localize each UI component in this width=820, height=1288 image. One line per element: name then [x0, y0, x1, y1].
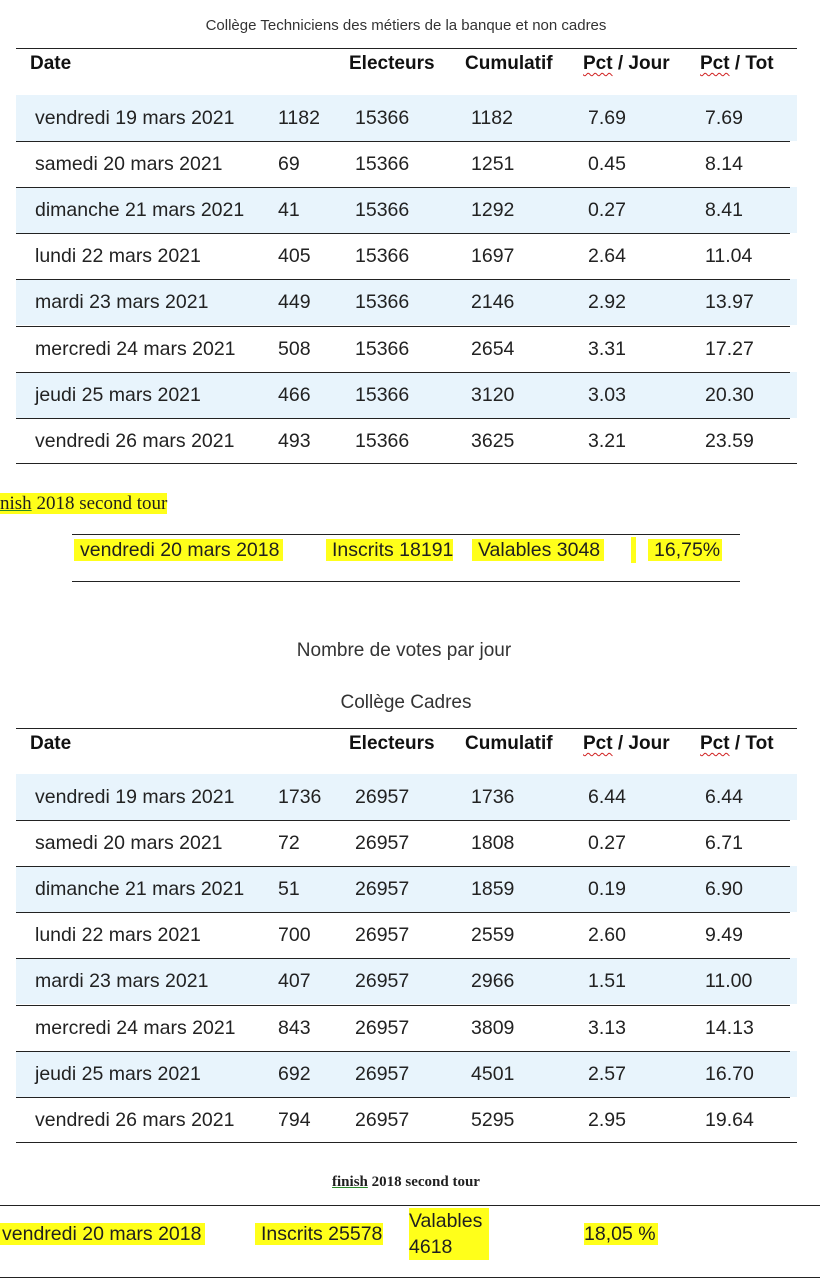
cell-electeurs: 26957	[355, 1108, 410, 1131]
table-row	[16, 95, 797, 141]
cell-pct-jour: 0.19	[588, 878, 626, 901]
cell-electeurs: 26957	[355, 1062, 410, 1085]
header-pct-tot: Pct / Tot	[700, 733, 774, 754]
cell-pct-jour: 0.27	[588, 832, 626, 855]
cell-votes: 407	[278, 970, 311, 993]
cell-pct-tot: 16.70	[705, 1062, 754, 1085]
finish-note-2: finish 2018 second tour	[332, 1174, 480, 1190]
cell-electeurs: 26957	[355, 1016, 410, 1039]
finish-note-1: nish 2018 second tour	[0, 493, 168, 514]
cell-electeurs: 15366	[355, 429, 410, 452]
table-row	[16, 774, 797, 820]
table-row	[16, 187, 797, 233]
divider	[16, 1097, 790, 1098]
cell-pct-tot: 9.49	[705, 924, 743, 947]
cell-cumulatif: 1736	[471, 786, 515, 808]
header-date: Date	[30, 733, 72, 754]
header-electeurs: Electeurs	[349, 733, 435, 754]
cell-pct-jour: 1.51	[588, 970, 626, 993]
cell-date: lundi 22 mars 2021	[35, 924, 201, 947]
cell-cumulatif: 3809	[471, 1016, 515, 1039]
cell-cumulatif: 2966	[471, 970, 515, 993]
cell-pct-jour: 2.95	[588, 1108, 626, 1131]
table-row	[16, 372, 797, 418]
cell-pct-tot: 20.30	[705, 383, 754, 406]
header-cumulatif: Cumulatif	[465, 53, 553, 74]
cell-pct-jour: 6.44	[588, 786, 626, 808]
valables-value: 4618	[409, 1236, 453, 1258]
cell-votes: 72	[278, 832, 300, 855]
table-row	[16, 866, 797, 912]
highlight-mark	[631, 537, 636, 563]
cell-electeurs: 15366	[355, 383, 410, 406]
cell-pct-jour: 3.31	[588, 337, 626, 360]
divider	[16, 418, 790, 419]
cell-electeurs: 15366	[355, 107, 410, 129]
cell-date: mardi 23 mars 2021	[35, 970, 209, 993]
cell-electeurs: 15366	[355, 199, 410, 222]
cell-votes: 449	[278, 291, 311, 314]
cell-pct-tot: 8.14	[705, 153, 743, 176]
cell-pct-tot: 11.04	[705, 245, 753, 268]
cell-pct-jour: 2.64	[588, 245, 626, 268]
cell-pct-jour: 2.57	[588, 1062, 626, 1085]
finish1-valables: Valables 3048	[472, 537, 604, 563]
cell-date: jeudi 25 mars 2021	[35, 383, 201, 406]
cell-pct-jour: 3.03	[588, 383, 626, 406]
cell-cumulatif: 3625	[471, 429, 515, 452]
cell-votes: 1736	[278, 786, 322, 808]
cell-pct-tot: 8.41	[705, 199, 743, 222]
cell-pct-tot: 17.27	[705, 337, 754, 360]
divider	[16, 187, 790, 188]
cell-cumulatif: 2559	[471, 924, 515, 947]
cell-votes: 69	[278, 153, 300, 176]
cell-cumulatif: 4501	[471, 1062, 515, 1085]
finish2-date: vendredi 20 mars 2018	[0, 1221, 205, 1247]
table-row	[16, 958, 797, 1004]
finish1-pct: 16,75%	[648, 537, 722, 563]
cell-votes: 794	[278, 1108, 311, 1131]
cell-cumulatif: 1292	[471, 199, 515, 222]
cell-electeurs: 15366	[355, 337, 410, 360]
divider	[16, 1051, 790, 1052]
divider	[16, 233, 790, 234]
cell-pct-tot: 6.71	[705, 832, 743, 855]
cell-votes: 700	[278, 924, 311, 947]
divider	[72, 534, 740, 535]
cell-date: lundi 22 mars 2021	[35, 245, 201, 268]
table-row	[16, 820, 797, 866]
cell-pct-jour: 2.92	[588, 291, 626, 314]
divider	[16, 866, 790, 867]
table-row	[16, 141, 797, 187]
cell-pct-jour: 2.60	[588, 924, 626, 947]
cell-pct-tot: 23.59	[705, 429, 754, 452]
cell-cumulatif: 1808	[471, 832, 515, 855]
header-pct-tot: Pct / Tot	[700, 53, 774, 74]
divider	[16, 728, 797, 729]
cell-date: vendredi 19 mars 2021	[35, 786, 235, 808]
cell-date: mercredi 24 mars 2021	[35, 337, 236, 360]
cell-date: dimanche 21 mars 2021	[35, 878, 245, 901]
divider	[16, 912, 790, 913]
cell-date: mardi 23 mars 2021	[35, 291, 209, 314]
header-cumulatif: Cumulatif	[465, 733, 553, 754]
cell-date: vendredi 19 mars 2021	[35, 107, 235, 129]
cell-electeurs: 26957	[355, 878, 410, 901]
cell-pct-tot: 13.97	[705, 291, 754, 314]
cell-cumulatif: 3120	[471, 383, 515, 406]
finish2-valables	[409, 1208, 489, 1260]
divider	[16, 326, 790, 327]
cell-date: samedi 20 mars 2021	[35, 153, 223, 176]
table-row	[16, 912, 797, 958]
cell-cumulatif: 1697	[471, 245, 515, 268]
divider	[16, 958, 790, 959]
cell-electeurs: 15366	[355, 245, 410, 268]
cell-date: vendredi 26 mars 2021	[35, 1108, 235, 1131]
divider	[16, 372, 790, 373]
cell-date: dimanche 21 mars 2021	[35, 199, 245, 222]
table-row	[16, 1051, 797, 1097]
cell-cumulatif: 5295	[471, 1108, 515, 1131]
cell-date: mercredi 24 mars 2021	[35, 1016, 236, 1039]
cell-date: jeudi 25 mars 2021	[35, 1062, 201, 1085]
cell-votes: 41	[278, 199, 300, 222]
cell-pct-tot: 7.69	[705, 107, 743, 129]
table-row	[16, 326, 797, 372]
table1	[16, 0, 797, 470]
divider	[16, 1142, 797, 1143]
cell-cumulatif: 1251	[471, 153, 515, 176]
cell-cumulatif: 2654	[471, 337, 515, 360]
cell-votes: 51	[278, 878, 300, 901]
header-pct-jour: Pct / Jour	[583, 53, 670, 74]
cell-electeurs: 26957	[355, 924, 410, 947]
divider	[16, 141, 790, 142]
cell-electeurs: 15366	[355, 153, 410, 176]
table2	[16, 680, 797, 1150]
divider	[0, 1205, 820, 1206]
cell-pct-tot: 19.64	[705, 1108, 754, 1131]
divider	[72, 581, 740, 582]
divider	[16, 1005, 790, 1006]
cell-pct-jour: 0.27	[588, 199, 626, 222]
divider	[16, 48, 797, 49]
cell-pct-tot: 6.90	[705, 878, 743, 901]
cell-votes: 466	[278, 383, 311, 406]
divider	[16, 820, 790, 821]
finish2-inscrits: Inscrits 25578	[255, 1221, 383, 1247]
header-pct-jour: Pct / Jour	[583, 733, 670, 754]
cell-pct-tot: 6.44	[705, 786, 743, 808]
valables-label: Valables	[409, 1210, 483, 1232]
cell-votes: 508	[278, 337, 311, 360]
cell-date: samedi 20 mars 2021	[35, 832, 223, 855]
cell-votes: 843	[278, 1016, 311, 1039]
divider	[16, 463, 797, 464]
cell-pct-jour: 3.13	[588, 1016, 626, 1039]
cell-pct-tot: 14.13	[705, 1016, 754, 1039]
cell-pct-jour: 7.69	[588, 107, 626, 129]
table-row	[16, 1097, 797, 1143]
cell-electeurs: 26957	[355, 786, 410, 808]
cell-pct-tot: 11.00	[705, 970, 753, 993]
section-heading: Nombre de votes par jour	[296, 640, 512, 661]
cell-electeurs: 26957	[355, 832, 410, 855]
cell-date: vendredi 26 mars 2021	[35, 429, 235, 452]
header-date: Date	[30, 53, 72, 74]
divider	[16, 279, 790, 280]
cell-cumulatif: 1859	[471, 878, 515, 901]
cell-pct-jour: 3.21	[588, 429, 626, 452]
cell-electeurs: 15366	[355, 291, 410, 314]
finish1-date: vendredi 20 mars 2018	[74, 537, 283, 563]
cell-electeurs: 26957	[355, 970, 410, 993]
cell-votes: 692	[278, 1062, 311, 1085]
divider	[0, 1277, 820, 1278]
finish2-pct: 18,05 %	[584, 1223, 656, 1245]
table-row	[16, 1005, 797, 1051]
table2-title: Collège Cadres	[340, 692, 472, 713]
table-row	[16, 233, 797, 279]
table-row	[16, 418, 797, 464]
cell-votes: 1182	[278, 107, 320, 129]
table-row	[16, 279, 797, 325]
cell-cumulatif: 1182	[471, 107, 513, 129]
finish1-inscrits: Inscrits 18191	[326, 537, 453, 563]
cell-pct-jour: 0.45	[588, 153, 626, 176]
table1-title: Collège Techniciens des métiers de la banque et non cadres	[205, 17, 607, 34]
cell-votes: 405	[278, 245, 311, 268]
cell-cumulatif: 2146	[471, 291, 515, 314]
cell-votes: 493	[278, 429, 311, 452]
header-electeurs: Electeurs	[349, 53, 435, 74]
